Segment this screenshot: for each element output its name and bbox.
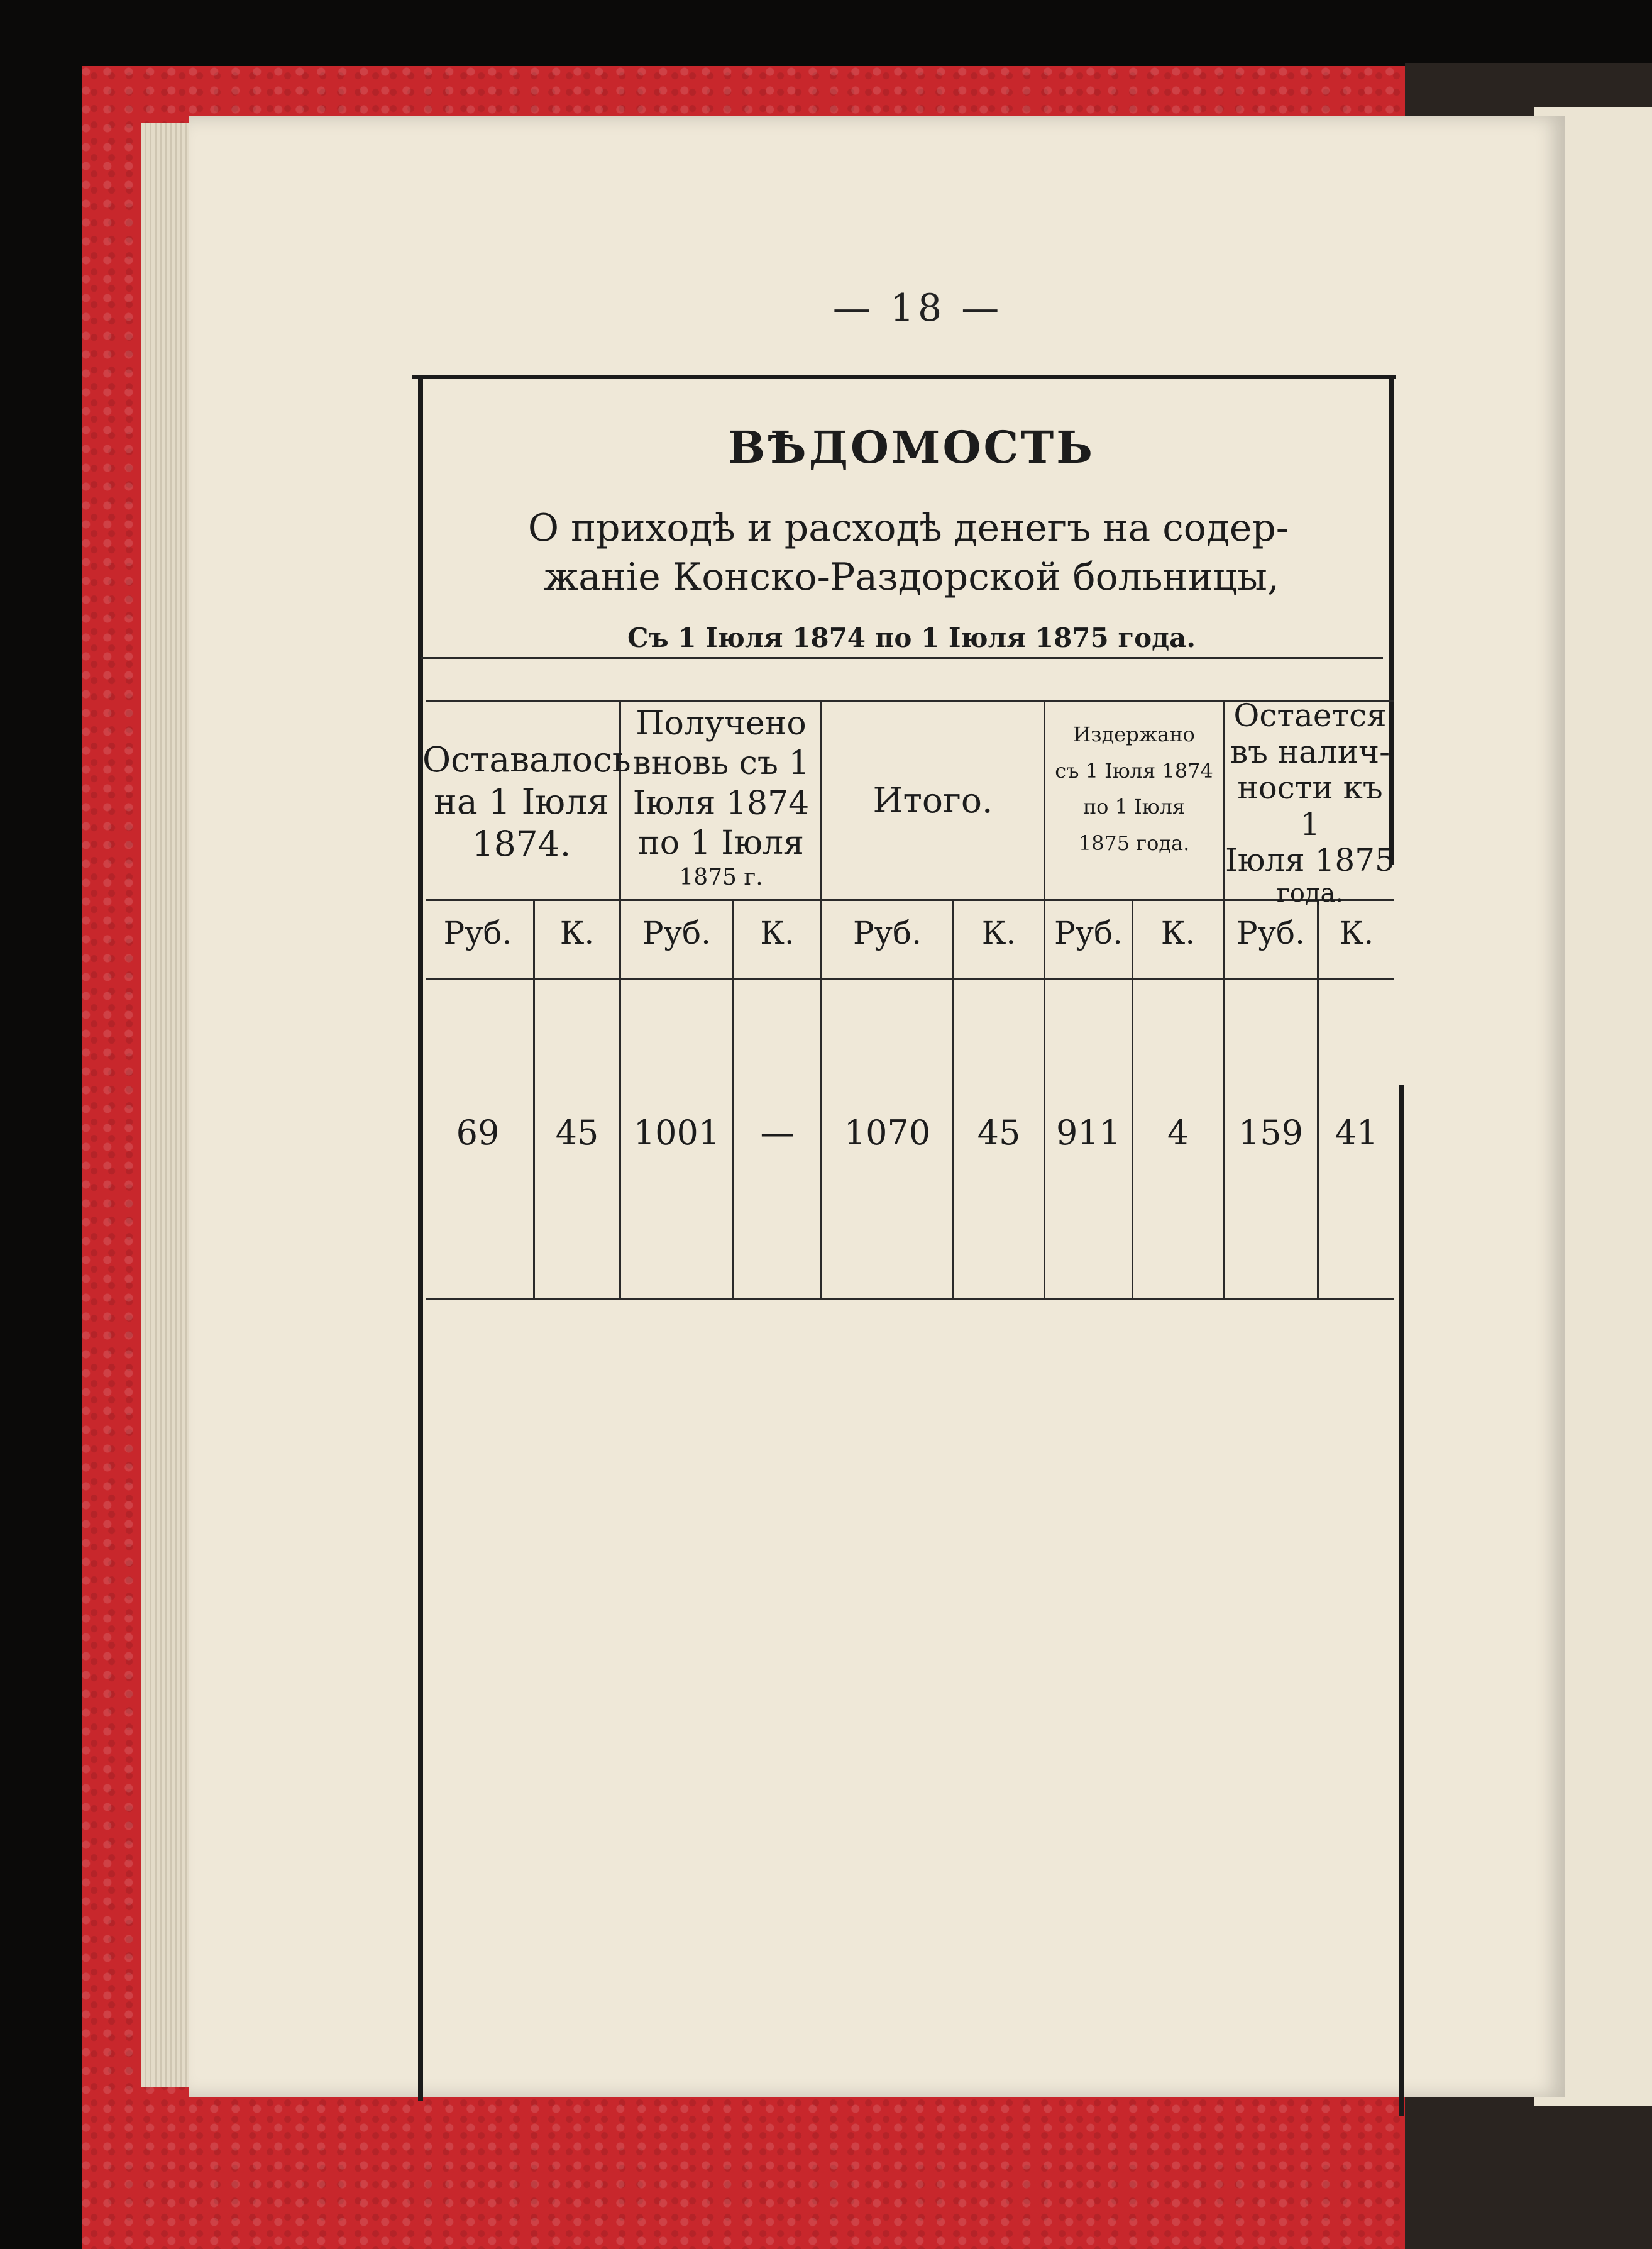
unit-kop: К. (760, 915, 795, 951)
value-balance-rub: 159 (1238, 1113, 1304, 1152)
period-line: Съ 1 Іюля 1874 по 1 Іюля 1875 года. (627, 622, 1196, 653)
table-bottom-rule (426, 1298, 1394, 1300)
subtitle-line-1: О приходѣ и расходѣ денегъ на содер- (527, 506, 1289, 550)
unit-rub: Руб. (642, 915, 712, 951)
header-total: Итого. (873, 780, 993, 821)
subcol-separator (952, 899, 954, 1300)
book-page (189, 116, 1565, 2097)
header-remained: Оставалось на 1 Іюля 1874. (422, 739, 631, 865)
unit-kop: К. (1160, 915, 1196, 951)
unit-rub: Руб. (852, 915, 922, 951)
subcol-separator (732, 899, 734, 1300)
subcol-separator (1132, 899, 1133, 1300)
page-number: — 18 — (832, 286, 1003, 330)
value-spent-kop: 4 (1167, 1113, 1189, 1152)
unit-rub: Руб. (443, 915, 512, 951)
subtitle-line-2: жаніе Конско-Раздорской больницы, (544, 555, 1279, 599)
header-received: Получено вновь съ 1 Іюля 1874 по 1 Іюля 1875 г. (632, 705, 810, 890)
unit-kop: К. (1339, 915, 1374, 951)
value-spent-rub: 911 (1055, 1113, 1121, 1152)
subcol-separator (1317, 899, 1319, 1300)
value-received-rub: 1001 (633, 1113, 720, 1152)
document-title: ВѢДОМОСТЬ (727, 421, 1096, 473)
value-remained-rub: 69 (456, 1113, 500, 1152)
heading-rule (421, 657, 1383, 659)
header-balance: Остается въ налич- ности къ 1 Іюля 1875 года. (1225, 697, 1395, 908)
header-spent: Издержано съ 1 Іюля 1874 по 1 Іюля 1875 года. (1055, 722, 1213, 855)
unit-rub: Руб. (1054, 915, 1123, 951)
value-total-rub: 1070 (844, 1113, 931, 1152)
unit-kop: К. (559, 915, 595, 951)
unit-value-rule (426, 978, 1394, 980)
frame-right-rule-lower (1399, 1085, 1404, 2116)
subcol-separator (533, 899, 535, 1300)
value-balance-kop: 41 (1335, 1113, 1379, 1152)
value-received-kop: — (760, 1113, 795, 1152)
value-total-kop: 45 (977, 1113, 1021, 1152)
unit-kop: К. (981, 915, 1016, 951)
frame-left-rule (418, 379, 423, 2101)
unit-rub: Руб. (1236, 915, 1306, 951)
frame-top-rule (412, 375, 1396, 379)
value-remained-kop: 45 (555, 1113, 599, 1152)
